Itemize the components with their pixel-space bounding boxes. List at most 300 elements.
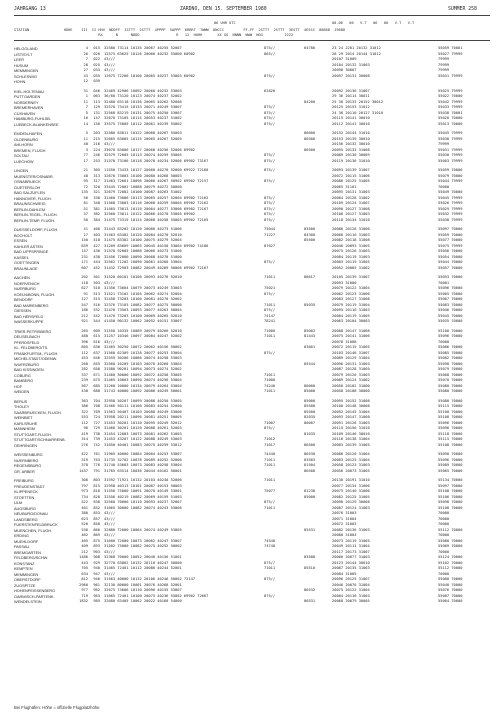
day-groups: 20079 20119 31004	[332, 302, 370, 307]
day-groups: 20123 20144 30010	[332, 560, 370, 565]
station-name: NEUBURG/DONAU	[14, 511, 48, 516]
day-groups: 20090 20127 31008	[332, 206, 370, 211]
station-index: 039	[93, 79, 100, 83]
station-name: GUETERSLOH	[14, 184, 41, 190]
synop-groups: 43///	[104, 516, 116, 521]
station-name: HOHENPEISSENBERG	[14, 588, 56, 593]
station-index: 671	[93, 372, 100, 377]
station-index: 727	[93, 420, 100, 425]
group-8: 875//	[264, 426, 276, 430]
station-height: 977	[81, 588, 88, 592]
station-name: LUEBECK-BLANKENSEE	[14, 121, 59, 127]
day-groups: 20095 20131 31003	[332, 190, 370, 194]
max-min-groups: 70000	[438, 533, 450, 537]
station-name: HOF	[14, 383, 23, 389]
max-min-groups: 55020 70000	[438, 116, 463, 120]
group-9: 80007	[304, 420, 316, 425]
max-min-groups: 55038 79999	[438, 136, 463, 141]
station-name: HOHN	[14, 79, 26, 84]
day-groups: 20052 20085 31002	[332, 265, 370, 270]
day-groups: 20075 20126 31003	[332, 249, 370, 253]
station-block	[14, 329, 490, 395]
station-height: 480	[81, 334, 88, 338]
max-min-groups: 55026 79999	[438, 201, 463, 205]
group-9: 84300	[304, 232, 316, 237]
max-min-groups: 55134 70000	[438, 478, 463, 482]
max-min-groups: 55108 70000	[438, 415, 463, 419]
day-groups: 20109 20124 31007	[332, 201, 370, 205]
max-min-groups: 55096 70000	[438, 286, 463, 290]
station-index: 321	[93, 190, 100, 194]
station-name: WEISSENBURG	[14, 452, 43, 457]
synop-groups: 32570 73415 10133 20071 40249 53007	[104, 105, 182, 109]
station-height: 7	[85, 105, 88, 109]
day-groups: 20096 20131 31003	[332, 361, 370, 366]
group-9: 86532	[304, 588, 316, 592]
synop-groups: 32568 83219 10131 20075 40250 53007	[104, 110, 182, 115]
station-index: 216	[93, 142, 100, 146]
group-8: 875//	[264, 291, 276, 296]
station-index: 513	[93, 291, 100, 296]
station-height: 77	[83, 153, 88, 157]
station-name: HAMBURG-FUHLSB.	[14, 116, 51, 121]
station-name: KASSEL	[14, 254, 29, 260]
station-index: 510	[93, 286, 100, 290]
station-height: 27	[83, 232, 88, 237]
day-groups: 20060 20079 30005	[332, 599, 370, 603]
max-min-groups: 55057 70000	[438, 265, 463, 270]
group-8: 75077	[264, 489, 276, 493]
synop-groups: 32480 63118 10136 20065 40262 52006	[104, 99, 182, 104]
synop-groups: 31257 10346 10097 20084 40247 52002	[104, 334, 182, 338]
station-height: 1437	[79, 468, 88, 473]
max-min-groups: 79999	[438, 68, 450, 72]
synop-groups: 32560 73011 10122 20066 40270 53005 69902	[104, 212, 196, 216]
synop-groups: 31550 10335 10089 20079 40266 52010	[104, 328, 182, 333]
day-groups: 20065 31101	[332, 184, 357, 189]
footer-note: Bei Flughäfen: Höhe = offizielle Flugplatzhöhe	[14, 705, 100, 710]
day-groups: 20046 20076 31004	[332, 582, 370, 587]
column-header-subgroups: RX N NDDD R 12 HUHH XX GG NNNN WWW NGG 2222	[14, 33, 294, 37]
synop-groups: 12675 72206 10100 20065 40237 53003 60902	[104, 73, 196, 78]
group-8: 71000	[264, 378, 276, 382]
station-index: 791	[93, 468, 100, 473]
day-groups: 20115 20141 30010	[332, 116, 370, 120]
synop-groups: 32880 72000 10064 20074 40249 53005	[104, 527, 182, 532]
station-height: 520	[81, 522, 88, 526]
max-min-groups: 55080 70000	[438, 383, 463, 388]
day-groups: 20084 31005	[332, 571, 357, 576]
synop-groups: 32560 70000 10110 20093 40237 52007	[104, 500, 182, 504]
station-row	[14, 79, 490, 85]
station-index: 503	[93, 280, 100, 285]
station-name: KOELN/BONN, FLUGH.	[14, 291, 56, 297]
station-name: BAD SALZUFLEN	[14, 190, 45, 195]
day-groups: 20062 20123 31006	[332, 291, 370, 296]
synop-groups: 31460 73006 10113 20065 40257 52004 69902 72162	[104, 195, 209, 200]
group-9: 85035	[304, 302, 316, 307]
synop-groups: 43///	[104, 57, 116, 61]
station-height: 438	[81, 389, 88, 393]
group-9: 85510	[304, 566, 316, 570]
day-groups: 20153 20139 30010	[332, 136, 370, 141]
day-groups: 20107 31009	[332, 57, 357, 61]
group-9: 83500	[304, 227, 316, 231]
day-groups: 20058 20108 30000	[332, 389, 370, 393]
day-groups: 20089 20129 31004	[332, 356, 370, 360]
station-index: 615	[93, 334, 100, 338]
max-min-groups: 55069 70000	[438, 544, 463, 548]
station-name: MEMMINGEN	[14, 68, 39, 73]
station-name: MANNHEIM	[14, 426, 35, 431]
station-name: LANDSBERG	[14, 516, 38, 522]
station-name: SAARBRUECKEN, FLUGH.	[14, 409, 62, 415]
max-min-groups: 70000	[438, 571, 450, 576]
station-name: FREIBURG	[14, 478, 34, 483]
station-index: 853	[93, 511, 100, 515]
station-index: 063	[93, 94, 100, 98]
station-block	[14, 399, 490, 449]
max-min-groups: 55042 79999	[438, 99, 463, 104]
max-min-groups: 55035 70000	[438, 319, 463, 323]
group-9: 86530	[304, 452, 316, 456]
max-min-groups: 55029 79999	[438, 206, 463, 211]
day-groups: 20089 20130 30009	[332, 153, 370, 157]
station-index: 452	[93, 265, 100, 270]
day-groups: 20116 20138 31004	[332, 437, 370, 441]
max-min-groups: 55100 70000	[438, 409, 463, 414]
station-height: 112	[81, 420, 88, 425]
station-index: 818	[93, 489, 100, 493]
station-index: 675	[93, 378, 100, 382]
station-name: KEMPTEN	[14, 566, 33, 571]
station-height: 1832	[79, 599, 88, 603]
max-min-groups: 55059 70000	[438, 232, 463, 237]
station-name: BREMEN, FLUGH	[14, 147, 46, 153]
station-height: 11	[83, 99, 88, 104]
group-9: 84200	[304, 99, 316, 104]
synop-groups: 32770 63802 10132 20110 40247 50000	[104, 560, 182, 565]
group-8: 875//	[264, 500, 276, 504]
day-groups: 20058 20123 31003	[332, 463, 370, 467]
station-height: 422	[81, 452, 88, 456]
station-height: 186	[81, 308, 88, 312]
group-8: 87627	[264, 243, 276, 248]
group-8: 74147	[264, 313, 276, 318]
station-height: 319	[81, 457, 88, 462]
group-8: 71011	[264, 275, 276, 279]
station-row	[14, 319, 490, 325]
station-name: KIEL-HOLTENAU	[14, 88, 44, 94]
synop-groups: 43///	[104, 549, 116, 554]
station-name: GOETTINGEN	[14, 260, 40, 265]
station-block	[14, 452, 490, 474]
station-index: 946	[93, 577, 100, 581]
station-name: MUENCHEN, FLUGH.	[14, 527, 53, 533]
synop-groups: 31453 30201 10110 20095 40249 52012	[104, 420, 182, 425]
station-height: 212	[81, 549, 88, 554]
station-height: 118	[81, 280, 88, 285]
station-index: 400	[93, 227, 100, 231]
group-8: 75021	[264, 286, 276, 290]
station-height: 363	[81, 398, 88, 403]
group-9: 83508	[304, 555, 316, 559]
max-min-groups: 55045 79999	[438, 195, 463, 200]
group-9: 85500	[304, 404, 316, 408]
synop-groups: 32376 73103 10082 20077 40275 50006	[104, 302, 182, 307]
synop-groups: 32469 42906 10092 20060 40232 53003	[104, 88, 182, 93]
station-row	[14, 389, 490, 395]
group-9: 64780	[304, 46, 316, 50]
day-groups: 20084 20116 31003	[332, 593, 370, 598]
group-9: 85000	[304, 389, 316, 393]
max-min-groups: 55056 70000	[438, 249, 463, 253]
station-name: DUESSELDORF, FLUGH.	[14, 227, 59, 232]
day-groups: 20082 20125 31005	[332, 494, 370, 499]
synop-groups: 32958 40313 10101 20087 40153 50003	[104, 483, 182, 488]
station-index: 020	[93, 51, 100, 56]
station-name: NUERBURG	[14, 286, 36, 291]
synop-groups: 31570 73106 10118 20070 40234 52006 69902 73167	[104, 158, 209, 163]
max-min-groups: 79999	[438, 142, 450, 146]
synop-groups: 31650 40401 10083 20075 40259 53012	[104, 442, 182, 447]
station-height: 461	[81, 505, 88, 510]
day-groups: 20056 20102 31000	[332, 383, 370, 388]
station-height: 282	[81, 367, 88, 371]
max-min-groups: 70000	[438, 522, 450, 526]
group-8: 71011	[264, 566, 276, 570]
synop-groups: 43///	[104, 68, 116, 72]
max-min-groups: 55118 70000	[438, 431, 463, 436]
station-name: MUENSTER/OSNABR.	[14, 173, 54, 179]
station-index: 637	[93, 350, 100, 355]
max-min-groups: 55083 70000	[438, 302, 463, 307]
group-8: 875//	[264, 158, 276, 163]
station-index: 033	[93, 68, 100, 72]
station-name: TRIER-PETRISBERG	[14, 328, 52, 334]
station-index: 815	[93, 483, 100, 488]
station-index: 852	[93, 505, 100, 510]
station-height: 300	[81, 478, 88, 482]
synop-groups: 31475 73315 10124 20068 40258 55003 69902 72165	[104, 217, 209, 222]
station-index: 438	[93, 254, 100, 259]
synop-groups: 36/60 73120 10123 20074 40237 52002	[104, 94, 182, 98]
day-groups: 25 30 20133 20152 30012	[332, 99, 384, 104]
station-index: 985	[93, 599, 100, 603]
group-8: 875//	[264, 168, 276, 172]
day-groups: 20086 20120 31004	[332, 452, 370, 456]
group-9: 85500	[304, 238, 316, 242]
station-name: OEHRINGEN	[14, 442, 38, 448]
column-header-groups: STATION HÖHE III II HHV NDDFF ISTTT 2STTT 4PPPP 5APPP 6RRRT 7WWW 8NCCC FF-FF 2STTT 2STTT 3ESTT 4ESSS 88888 J9888	[14, 28, 346, 32]
station-index: 015	[93, 46, 100, 50]
synop-groups: 31209 83609 10065 20045 40150 53004 69902 74186	[104, 243, 209, 248]
synop-groups: 32470 73503 10093 20077 40263 50004	[104, 308, 182, 312]
max-min-groups: 55098 70000	[438, 500, 463, 504]
day-groups: 20087 20124 31003	[332, 505, 370, 510]
station-index: 763	[93, 457, 100, 462]
day-groups: 20084 20119 31003	[332, 254, 370, 259]
synop-groups: 32580 73114 10135 20067 40255 52007	[104, 46, 182, 50]
station-height: 12	[83, 79, 88, 83]
day-groups: 20083 20127 31008	[332, 297, 370, 301]
synop-groups: 33670 63006 10117 20068 40256 52006 69902	[104, 147, 196, 152]
station-height: 91	[83, 291, 88, 296]
station-height: 5	[85, 110, 88, 115]
day-groups: 20049 20111 31004	[332, 544, 370, 548]
station-index: 444	[93, 260, 100, 264]
group-8: 71000	[264, 328, 276, 333]
station-height: 43	[83, 73, 88, 78]
synop-groups: 31502 75000 10082 20075 40252 50002	[104, 544, 182, 548]
max-min-groups: 55076 70000	[438, 588, 463, 592]
station-height: 3	[85, 147, 88, 152]
max-min-groups: 55115 70000	[438, 404, 463, 408]
station-height: 419	[81, 431, 88, 436]
synop-groups: 31520 60101 10100 20093 40276 52010	[104, 275, 182, 279]
station-index: 515	[93, 297, 100, 301]
station-height: 96	[83, 426, 88, 430]
day-groups: 20063 20104 30003	[332, 319, 370, 323]
station-height: 265	[81, 328, 88, 333]
max-min-groups: 55096 70000	[438, 426, 463, 430]
group-9: 86500	[304, 442, 316, 447]
station-height: 27	[83, 68, 88, 72]
max-min-groups: 55049 70000	[438, 190, 463, 194]
group-8: 71012	[264, 437, 276, 441]
station-row	[14, 443, 490, 449]
station-name: FRANKFURT/M., FLUGH.	[14, 350, 59, 356]
station-height: 1486	[79, 555, 88, 559]
station-height: 95	[83, 179, 88, 183]
station-index: 253	[93, 158, 100, 163]
synop-groups: 31475 83302 10100 20075 40279 52004	[104, 238, 182, 242]
station-index: 410	[93, 238, 100, 242]
station-name: LINGEN	[14, 168, 29, 173]
group-8: 75044	[264, 227, 276, 231]
group-9: 86531	[304, 599, 316, 603]
station-name: SCHLESWIG	[14, 73, 37, 79]
day-groups: 20091 20126 31003	[332, 420, 370, 425]
station-name: WENDELSTEIN	[14, 599, 42, 604]
station-index: 035	[93, 73, 100, 78]
synop-groups: 31743 40000 10092 20086 40249 50001	[104, 389, 182, 393]
station-height: 797	[81, 483, 88, 488]
station-name: MEMMINGEN	[14, 571, 39, 577]
station-index: 348	[93, 201, 100, 205]
group-9: 88617	[304, 275, 316, 279]
max-min-groups: 55033 79999	[438, 105, 463, 109]
station-height: 41	[83, 227, 88, 231]
group-9: 85544	[304, 361, 316, 366]
synop-groups: 33958 20211 10096 20081 40251 50005	[104, 415, 182, 419]
station-name: CUXHAVEN	[14, 110, 35, 116]
max-min-groups: 55022 70000	[438, 94, 463, 98]
station-index: 430	[93, 249, 100, 253]
synop-groups: 32580 63011 10122 20068 40267 55003	[104, 131, 182, 135]
synop-groups: 32562 71202 10090 20061 40260 53004	[104, 260, 182, 264]
station-index: 224	[93, 147, 100, 152]
day-groups: 20083 20139 31005	[332, 442, 370, 447]
station-name: AHLHORN	[14, 142, 33, 147]
day-groups: 20095 20152 31008	[332, 398, 370, 403]
station-index: 704	[93, 398, 100, 403]
station-index: 761	[93, 452, 100, 456]
synop-groups: 31454 12003 10073 20081 40262 51003	[104, 431, 182, 436]
station-index: 616	[93, 339, 100, 344]
max-min-groups: 55108 70000	[438, 489, 463, 493]
group-9: 81443	[304, 334, 316, 338]
station-name: DEUSELBACH	[14, 334, 40, 339]
group-8: 875//	[264, 73, 276, 78]
station-index: 929	[93, 560, 100, 565]
max-min-groups: 55090 70000	[438, 452, 463, 456]
station-index: 739	[93, 437, 100, 441]
station-name: BREMGARTEN	[14, 549, 41, 555]
group-8: 865//	[264, 51, 276, 56]
day-groups: 20105 20139 31007	[332, 275, 370, 279]
max-min-groups: 55059 70001	[438, 46, 463, 50]
day-groups: 20117 20173 31007	[332, 549, 370, 554]
group-8: 875//	[264, 121, 276, 126]
station-height: 157	[81, 249, 88, 253]
station-name: MICHELSTADT/ODENW.	[14, 356, 58, 361]
station-index: 382	[93, 212, 100, 216]
station-index: 025	[93, 62, 100, 67]
station-name: AUGSBURG	[14, 505, 36, 511]
station-height: 553	[81, 415, 88, 419]
station-height: 135	[81, 190, 88, 194]
station-index: 893	[93, 544, 100, 548]
station-height: 17	[83, 158, 88, 163]
station-height: 51	[83, 206, 88, 211]
max-min-groups: 55087 70000	[438, 593, 463, 598]
group-8: 62820	[264, 88, 276, 93]
station-index: 961	[93, 582, 100, 587]
group-9: 80000	[304, 383, 316, 388]
station-block	[14, 46, 490, 85]
station-name: THOLEY	[14, 404, 30, 409]
group-8: 71011	[264, 372, 276, 377]
synop-groups: 31463 72601 10096 20066 40267 50902 69902 72157	[104, 179, 209, 183]
group-8: 74740	[264, 544, 276, 548]
station-height: 239	[81, 378, 88, 382]
station-name: REGENSBURG	[14, 463, 42, 468]
station-name: KARLSRUHE	[14, 420, 38, 426]
station-name: BERLIN-TEGEL, FLUGH.	[14, 212, 58, 217]
station-index: 381	[93, 206, 100, 211]
group-8: 71011	[264, 457, 276, 462]
station-height: 276	[81, 442, 88, 447]
station-name: GIESSEN	[14, 308, 31, 313]
day-groups: 20060 20077 31003	[332, 555, 370, 559]
group-8: 71011	[264, 505, 276, 510]
synop-groups: 43///	[104, 339, 116, 344]
station-name: FUERSTENFELDBRUCK	[14, 522, 58, 527]
day-groups: 20077 20134 31006	[332, 483, 370, 488]
day-groups: 20118 20134 31010	[332, 217, 370, 222]
day-groups: 20079 20122 31004	[332, 286, 370, 290]
day-groups: 20156 20132 30010	[332, 142, 370, 146]
max-min-groups: 55089 70000	[438, 463, 463, 467]
station-height: 839	[81, 243, 88, 248]
max-min-groups: 55102 70000	[438, 560, 463, 565]
group-8: 875//	[264, 308, 276, 312]
group-9: 85500	[304, 409, 316, 414]
day-groups: 20075 20141 31006	[332, 334, 370, 338]
synop-groups: 43///	[104, 142, 116, 146]
station-height: 805	[81, 345, 88, 349]
